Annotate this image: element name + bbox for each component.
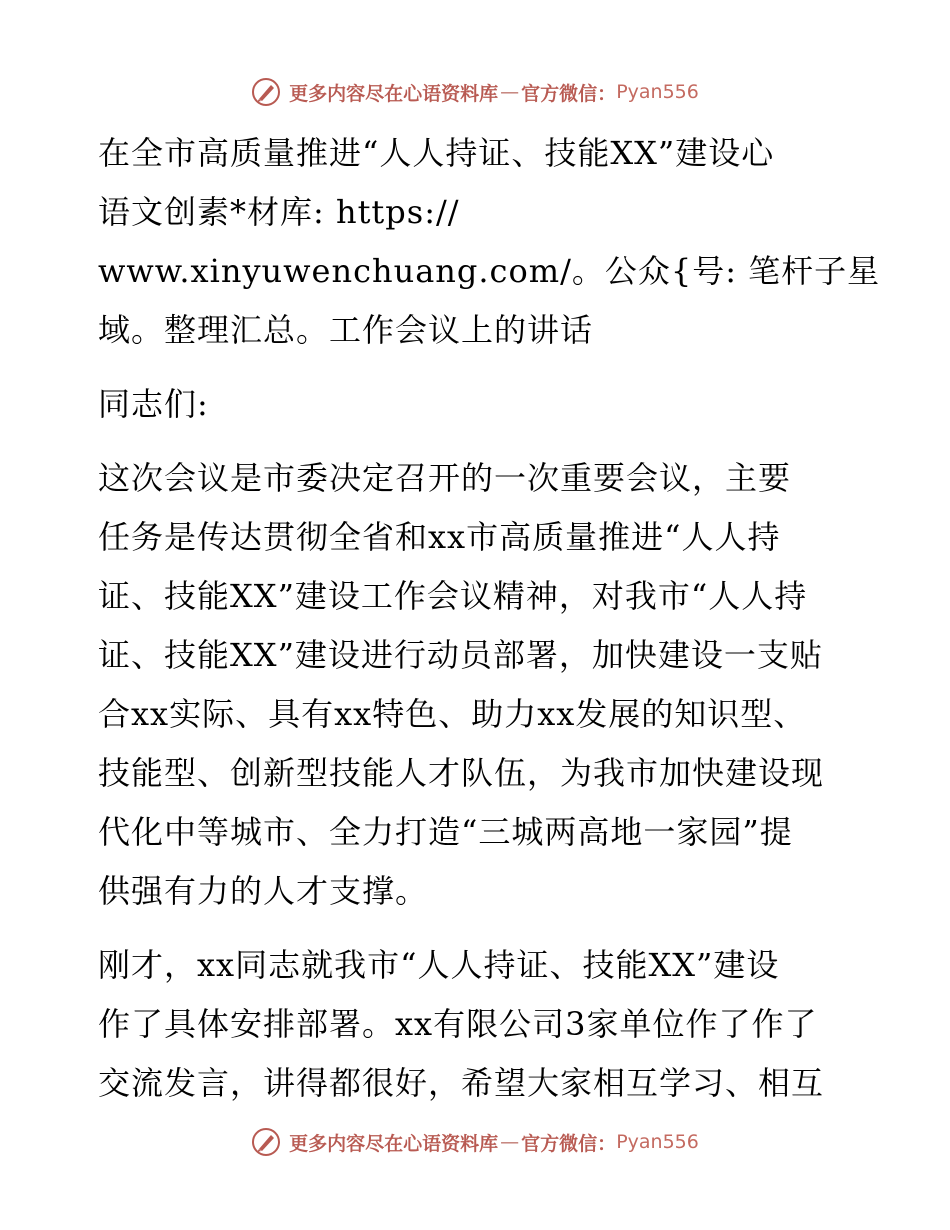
watermark-header: [0, 72, 950, 112]
text-line: 作了具体安排部署。xx有限公司3家单位作了作了: [98, 1005, 818, 1043]
text-line: 技能型、创新型技能人才队伍，为我市加快建设现: [98, 754, 825, 792]
text-line: 证、技能XX”建设工作会议精神，对我市“人人持: [98, 577, 808, 615]
text-line: 任务是传达贯彻全省和xx市高质量推进“人人持: [98, 518, 781, 556]
watermark-wechat-id: Pyan556: [616, 81, 699, 103]
watermark-text: 更多内容尽在心语资料库: [289, 82, 499, 105]
watermark-footer: [0, 1122, 950, 1162]
quill-logo-icon: [251, 1127, 281, 1157]
watermark-separator: —: [500, 1131, 520, 1153]
text-line: www.xinyuwenchuang.com/。公众{号: 笔杆子星: [98, 252, 881, 290]
watermark-suffix: 官方微信：: [521, 82, 617, 105]
text-line: 域。整理汇总。工作会议上的讲话: [98, 311, 594, 349]
paragraph-title: [98, 124, 881, 360]
paragraph-salutation: [98, 375, 858, 434]
text-line: 刚才，xx同志就我市“人人持证、技能XX”建设: [98, 946, 780, 984]
document-body: [98, 124, 881, 1113]
watermark-suffix: 官方微信：: [521, 1132, 617, 1155]
watermark-wechat-id: Pyan556: [616, 1131, 699, 1153]
text-line: 代化中等城市、全力打造“三城两高地一家园”提: [98, 813, 793, 851]
text-line: 这次会议是市委决定召开的一次重要会议，主要: [98, 459, 792, 497]
text-line: 在全市高质量推进“人人持证、技能XX”建设心: [98, 134, 775, 172]
quill-logo-icon: [251, 77, 281, 107]
text-line: 语文创素*材库: https://: [98, 193, 460, 231]
text-line: 供强有力的人才支撑。: [98, 872, 429, 910]
text-line: 同志们:: [98, 385, 209, 423]
paragraph-body-1: [98, 449, 858, 921]
paragraph-body-2: [98, 936, 858, 1113]
watermark-separator: —: [500, 81, 520, 103]
watermark-text: 更多内容尽在心语资料库: [289, 1132, 499, 1155]
text-line: 证、技能XX”建设进行动员部署，加快建设一支贴: [98, 636, 823, 674]
text-line: 合xx实际、具有xx特色、助力xx发展的知识型、: [98, 695, 807, 733]
text-line: 交流发言，讲得都很好，希望大家相互学习、相互: [98, 1064, 825, 1102]
